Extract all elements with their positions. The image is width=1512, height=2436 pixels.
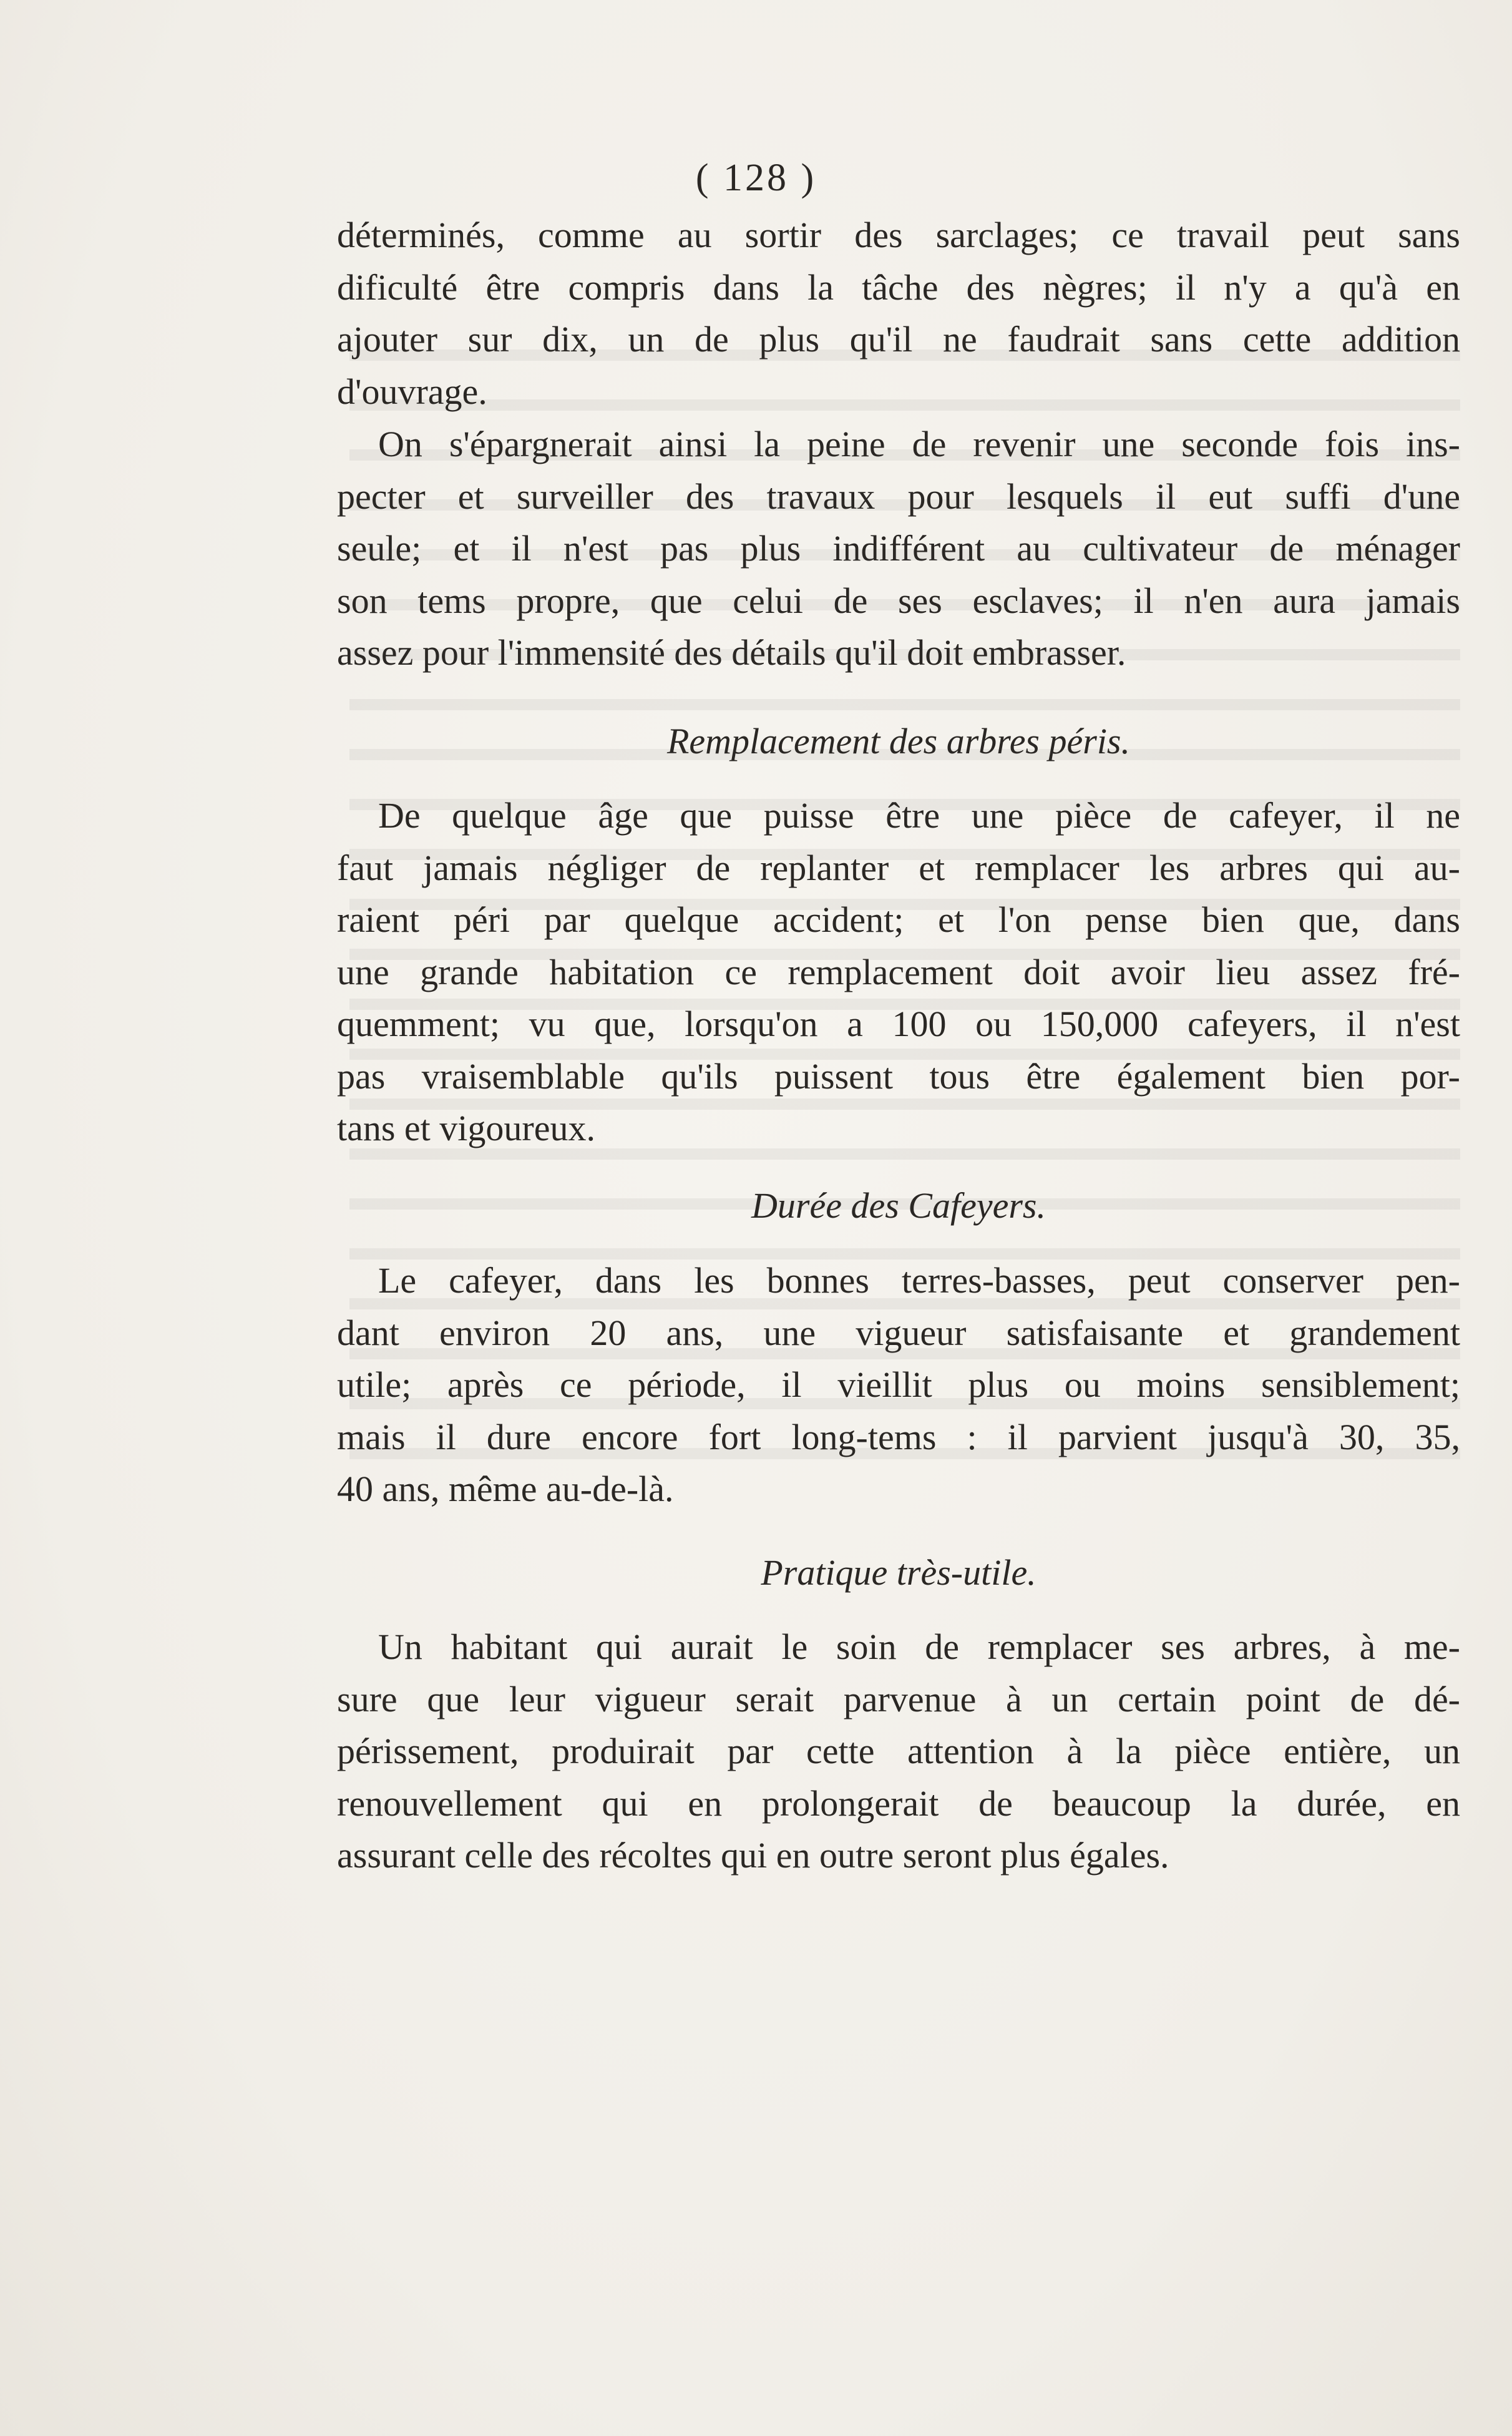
page-number: ( 128 ) — [695, 157, 817, 199]
text-line: utile; après ce période, il vieillit plus ou moins sensiblement; — [337, 1364, 1460, 1405]
section-heading: Pratique très-utile. — [761, 1552, 1036, 1593]
text-line: pecter et surveiller des travaux pour lesquels il eut suffi d'une — [337, 476, 1460, 517]
text-line: assurant celle des récoltes qui en outre seront plus égales. — [337, 1835, 1169, 1876]
text-line: dant environ 20 ans, une vigueur satisfaisante et grandement — [337, 1312, 1460, 1353]
text-line: De quelque âge que puisse être une pièce de cafeyer, il ne — [378, 795, 1460, 836]
text-line: Un habitant qui aurait le soin de remplacer ses arbres, à me- — [378, 1626, 1460, 1667]
text-line: ajouter sur dix, un de plus qu'il ne faudrait sans cette addition — [337, 319, 1460, 360]
text-line: son tems propre, que celui de ses esclaves; il n'en aura jamais — [337, 580, 1460, 621]
text-line: sure que leur vigueur serait parvenue à un certain point de dé- — [337, 1678, 1460, 1719]
text-line: pas vraisemblable qu'ils puissent tous être également bien por- — [337, 1055, 1460, 1097]
text-line: renouvellement qui en prolongerait de beaucoup la durée, en — [337, 1783, 1460, 1824]
text-line: mais il dure encore fort long-tems : il parvient jusqu'à 30, 35, — [337, 1416, 1460, 1457]
text-line: déterminés, comme au sortir des sarclages; ce travail peut sans — [337, 215, 1460, 255]
text-line: raient péri par quelque accident; et l'on pense bien que, dans — [337, 899, 1460, 940]
text-line: On s'épargnerait ainsi la peine de revenir une seconde fois ins- — [378, 424, 1460, 464]
paragraph-2 — [337, 418, 1460, 679]
text-line: d'ouvrage. — [337, 371, 487, 412]
paragraph-3 — [337, 790, 1460, 1155]
text-line: périssement, produirait par cette attention à la pièce entière, un — [337, 1731, 1460, 1771]
text-line: tans et vigoureux. — [337, 1108, 595, 1148]
text-line: une grande habitation ce remplacement doit avoir lieu assez fré- — [337, 951, 1460, 992]
text-line: dificulté être compris dans la tâche des nègres; il n'y a qu'à en — [337, 267, 1460, 308]
text-line: faut jamais négliger de replanter et remplacer les arbres qui au- — [337, 847, 1460, 888]
paragraph-1 — [337, 209, 1460, 418]
text-line: quemment; vu que, lorsqu'on a 100 ou 150,000 cafeyers, il n'est — [337, 1004, 1460, 1044]
paragraph-5 — [337, 1621, 1460, 1882]
text-line: 40 ans, même au-de-là. — [337, 1469, 674, 1509]
text-line: seule; et il n'est pas plus indifférent au cultivateur de ménager — [337, 528, 1460, 569]
text-line: assez pour l'immensité des détails qu'il doit embrasser. — [337, 632, 1126, 673]
text-line: Le cafeyer, dans les bonnes terres-basses, peut conserver pen- — [378, 1260, 1460, 1301]
paragraph-4 — [337, 1255, 1460, 1515]
section-heading: Remplacement des arbres péris. — [666, 721, 1131, 761]
section-heading: Durée des Cafeyers. — [751, 1185, 1046, 1226]
